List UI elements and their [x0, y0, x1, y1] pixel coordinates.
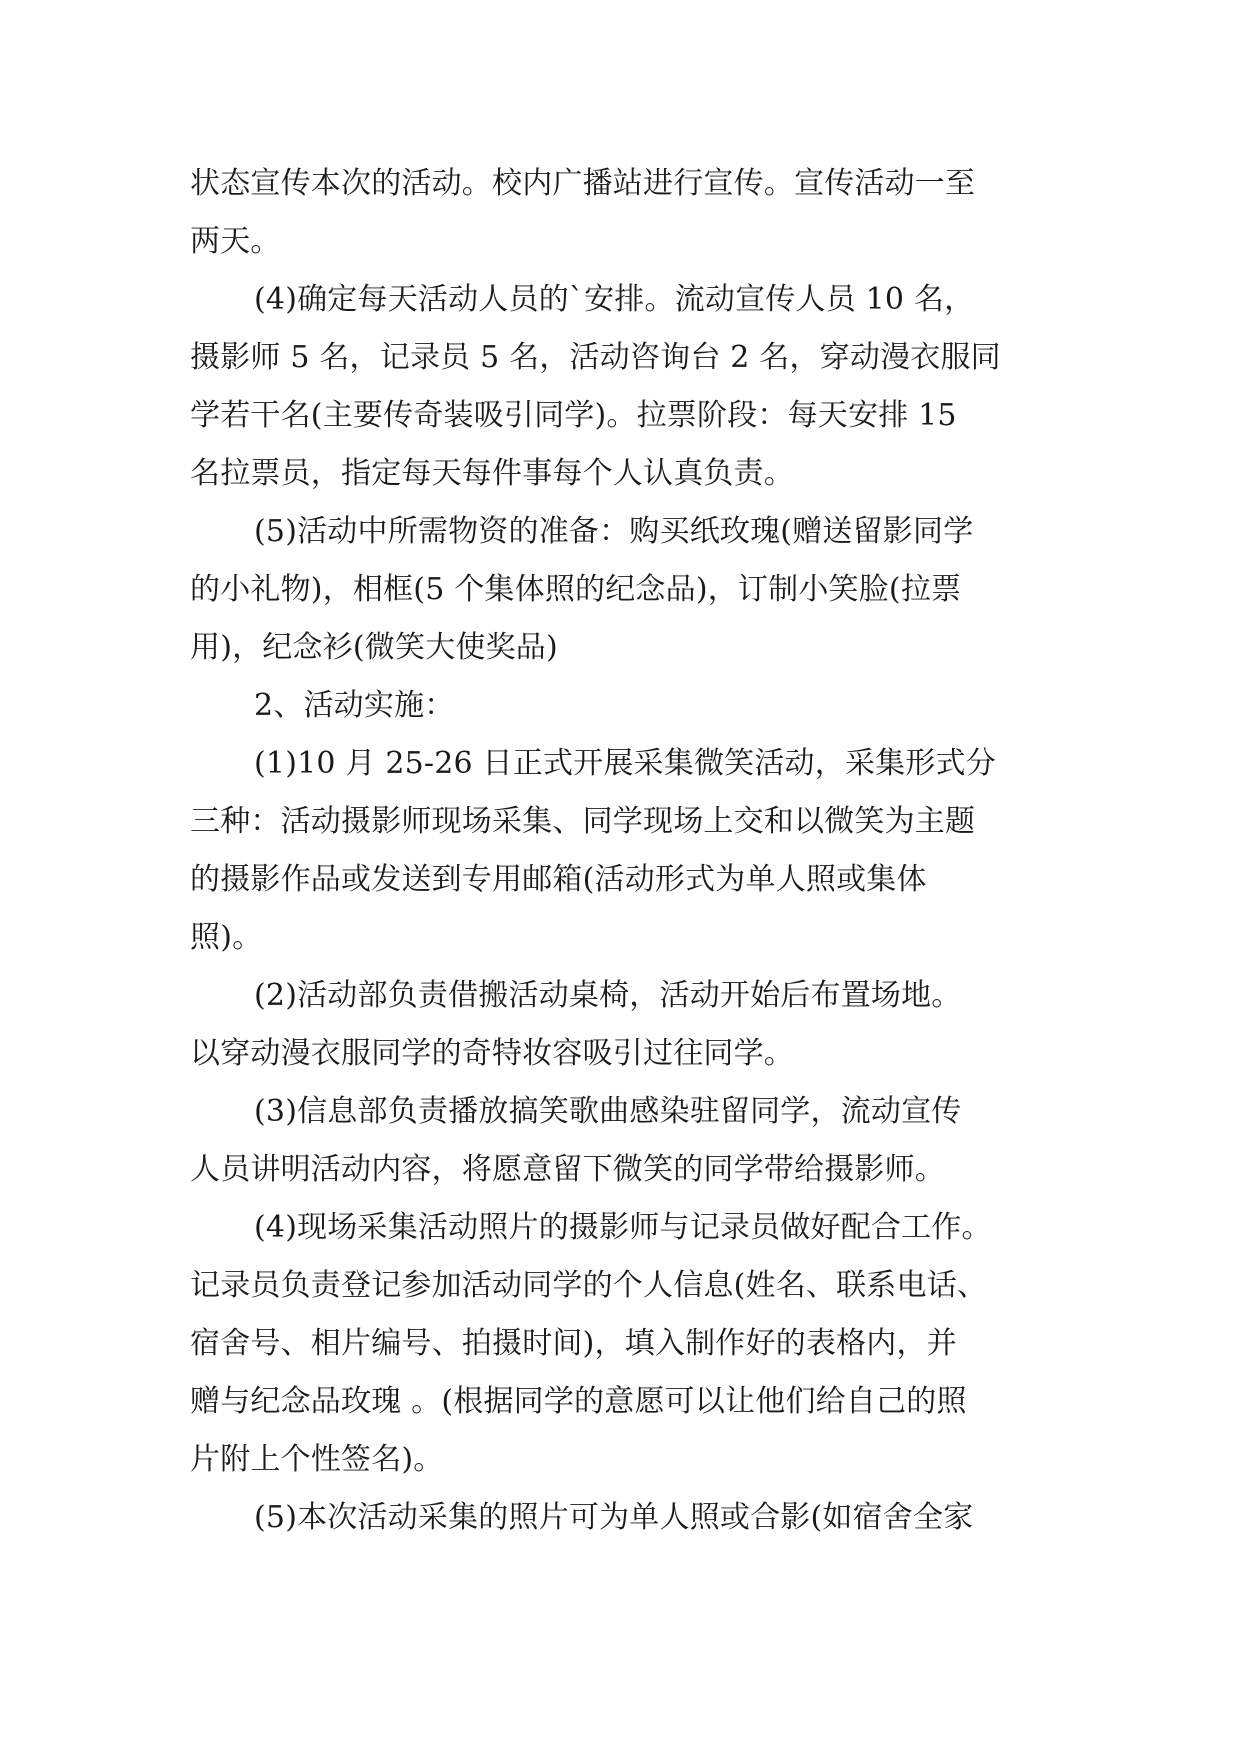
- section-heading: 2、活动实施：: [254, 688, 455, 723]
- body-line: (4)现场采集活动照片的摄影师与记录员做好配合工作。: [254, 1210, 992, 1245]
- document-body: [190, 155, 1060, 1547]
- body-line: (5)活动中所需物资的准备：购买纸玫瑰(赠送留影同学: [254, 514, 974, 549]
- body-line: 宿舍号、相片编号、拍摄时间)，填入制作好的表格内，并: [190, 1326, 957, 1361]
- body-line: (2)活动部负责借搬活动桌椅，活动开始后布置场地。: [254, 978, 962, 1013]
- body-line: 赠与纪念品玫瑰 。(根据同学的意愿可以让他们给自己的照: [190, 1384, 967, 1419]
- body-line: (5)本次活动采集的照片可为单人照或合影(如宿舍全家: [254, 1500, 974, 1535]
- body-line: 以穿动漫衣服同学的奇特妆容吸引过往同学。: [190, 1036, 794, 1071]
- body-line: (4)确定每天活动人员的`安排。流动宣传人员 10 名，: [254, 282, 975, 317]
- body-line: (3)信息部负责播放搞笑歌曲感染驻留同学，流动宣传: [254, 1094, 962, 1129]
- body-line: 三种：活动摄影师现场采集、同学现场上交和以微笑为主题: [190, 804, 976, 839]
- body-line: 记录员负责登记参加活动同学的个人信息(姓名、联系电话、: [190, 1268, 988, 1303]
- body-line: 人员讲明活动内容，将愿意留下微笑的同学带给摄影师。: [190, 1152, 945, 1187]
- body-line: 两天。: [190, 224, 281, 259]
- body-line: 的摄影作品或发送到专用邮箱(活动形式为单人照或集体: [190, 862, 927, 897]
- body-line: (1)10 月 25-26 日正式开展采集微笑活动，采集形式分: [254, 746, 996, 781]
- body-line: 的小礼物)，相框(5 个集体照的纪念品)，订制小笑脸(拉票: [190, 572, 962, 607]
- body-line: 照)。: [190, 920, 263, 955]
- body-line: 摄影师 5 名，记录员 5 名，活动咨询台 2 名，穿动漫衣服同: [190, 340, 1001, 375]
- body-line: 状态宣传本次的活动。校内广播站进行宣传。宣传活动一至: [190, 166, 976, 201]
- body-line: 名拉票员，指定每天每件事每个人认真负责。: [190, 456, 794, 491]
- body-line: 用)，纪念衫(微笑大使奖品): [190, 630, 558, 665]
- body-line: 学若干名(主要传奇装吸引同学)。拉票阶段：每天安排 15: [190, 398, 957, 433]
- body-line: 片附上个性签名)。: [190, 1442, 444, 1477]
